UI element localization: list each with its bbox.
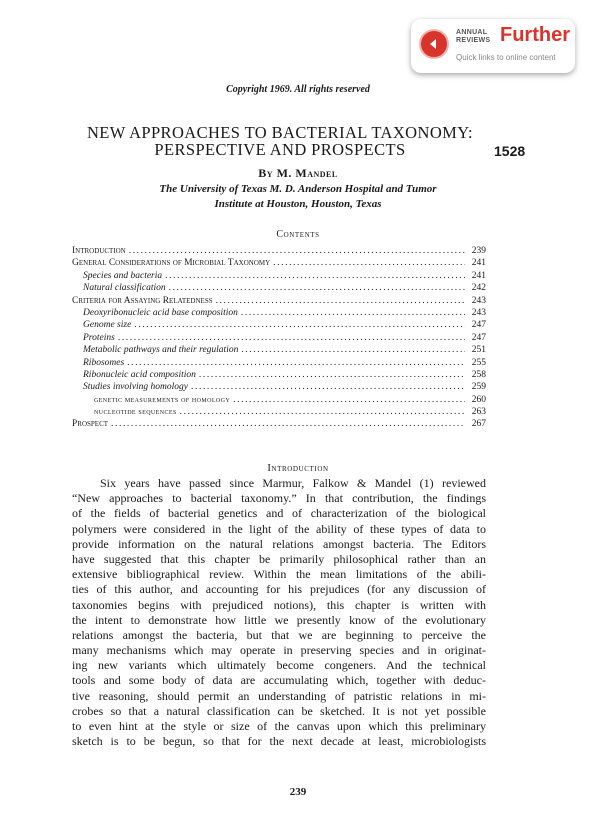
toc-entry-label: Species and bacteria — [83, 270, 163, 281]
toc-leader-dots — [165, 270, 465, 282]
toc-leader-dots — [118, 332, 465, 344]
toc-entry — [72, 319, 486, 331]
toc-entry — [72, 369, 486, 381]
toc-entry-label: Natural classification — [83, 283, 166, 294]
toc-entry — [72, 381, 486, 393]
body-text-line: tive reasoning, should permit an understanding of patristic relations in mi- — [72, 688, 486, 703]
toc-entry-page: 263 — [471, 407, 486, 418]
body-text-line: many mechanisms which may operate in preserving species and in originat- — [72, 643, 486, 658]
toc-leader-dots — [273, 257, 465, 269]
toc-entry-label: Prospect — [72, 419, 109, 430]
table-of-contents — [72, 245, 486, 431]
toc-entry-page: 243 — [471, 307, 486, 318]
toc-entry — [72, 295, 486, 307]
toc-leader-dots — [199, 369, 465, 381]
toc-leader-dots — [241, 344, 465, 356]
body-text-line: to even hint at the style or size of the canvas upon which this preliminary — [72, 719, 486, 733]
article-title — [40, 124, 520, 158]
toc-entry-page: 260 — [471, 394, 486, 405]
toc-entry — [72, 394, 486, 406]
body-text-line: provide information on the natural relations amongst bacteria. The Editors — [72, 536, 486, 551]
body-text-line: tools and some body of data are accumulating which, together with deduc- — [72, 673, 486, 688]
toc-entry-page: 241 — [471, 258, 486, 269]
toc-entry — [72, 282, 486, 294]
toc-entry — [72, 332, 486, 344]
toc-leader-dots — [241, 307, 465, 319]
toc-entry — [72, 344, 486, 356]
toc-entry-label: genetic measurements of homology — [94, 394, 231, 404]
toc-entry — [72, 357, 486, 369]
toc-entry-label: Ribosomes — [83, 357, 125, 368]
toc-entry — [72, 307, 486, 319]
toc-entry-label: Criteria for Assaying Relatedness — [72, 295, 213, 306]
toc-leader-dots — [127, 357, 465, 369]
toc-entry-page: 239 — [471, 246, 486, 256]
title-line-2: PERSPECTIVE AND PROSPECTS — [154, 140, 406, 159]
toc-entry-label: Proteins — [83, 332, 115, 343]
toc-entry-page: 242 — [471, 283, 486, 294]
page-number: 239 — [289, 786, 307, 798]
annual-reviews-further-banner[interactable] — [411, 19, 575, 73]
body-text-line: extensive bibliographical review. Within the mean limitations of the abili- — [72, 567, 486, 582]
toc-entry-page: 243 — [471, 295, 486, 306]
toc-entry-page: 247 — [471, 332, 486, 343]
toc-entry-label: Deoxyribonucleic acid base composition — [83, 307, 238, 318]
toc-leader-dots — [129, 245, 465, 257]
introduction-paragraph — [72, 476, 486, 749]
toc-leader-dots — [111, 418, 465, 430]
play-circle-icon — [419, 29, 449, 59]
toc-entry-label: Ribonucleic acid composition — [83, 369, 196, 380]
toc-leader-dots — [180, 406, 465, 418]
toc-leader-dots — [169, 282, 465, 294]
toc-entry-label: Studies involving homology — [83, 382, 189, 393]
toc-entry-page: 267 — [471, 419, 486, 430]
toc-entry-label: Metabolic pathways and their regulation — [83, 345, 239, 356]
annual-reviews-logo-text: ANNUAL REVIEWS — [456, 29, 491, 44]
toc-entry-label: Genome size — [83, 320, 132, 331]
title-line-1: NEW APPROACHES TO BACTERIAL TAXONOMY: — [86, 123, 473, 142]
further-label: Further — [500, 24, 570, 46]
toc-leader-dots — [216, 295, 465, 307]
copyright-notice: Copyright 1969. All rights reserved — [226, 84, 370, 95]
body-text-line: Six years have passed since Marmur, Falkow & Mandel (1) reviewed — [100, 476, 486, 490]
author-byline: By M. Mandel — [258, 166, 338, 180]
body-text-line: “New approaches to bacterial taxonomy.” In that contribution, the findings — [72, 491, 486, 506]
body-text-line: relations amongst the bacteria, but that we are beginning to perceive the — [72, 627, 486, 642]
introduction-heading: Introduction — [267, 463, 329, 474]
body-text-line: have suggested that this chapter be primarily philosophical rather than an — [72, 551, 486, 566]
toc-leader-dots — [191, 381, 465, 393]
contents-heading: Contents — [276, 229, 320, 240]
toc-entry-page: 251 — [471, 345, 486, 356]
toc-entry-label: General Considerations of Microbial Taxonomy — [72, 258, 271, 269]
body-text-line: taxonomies begins with prejudiced notions), this chapter is written with — [72, 597, 486, 612]
author-affiliation — [0, 182, 596, 212]
toc-leader-dots — [233, 394, 465, 406]
toc-entry-page: 259 — [471, 382, 486, 393]
body-text-line: ties of this author, and accounting for his prejudices (for any discussion of — [72, 582, 486, 597]
toc-entry — [72, 406, 486, 418]
affiliation-line-1: The University of Texas M. D. Anderson Hospital and Tumor — [159, 183, 437, 195]
toc-entry-page: 247 — [471, 320, 486, 331]
body-text-line: crobes so that a natural classification can be sketched. It is not yet possible — [72, 703, 486, 718]
toc-leader-dots — [134, 319, 465, 331]
article-number: 1528 — [494, 143, 526, 159]
toc-entry-page: 258 — [471, 369, 486, 380]
toc-entry — [72, 418, 486, 430]
toc-entry-label: Introduction — [72, 246, 126, 256]
toc-entry — [72, 270, 486, 282]
body-text-line: polymers were considered in the light of the ability of these types of data to — [72, 521, 486, 536]
toc-entry — [72, 257, 486, 269]
body-text-line: of the fields of bacterial genetics and of characterization of the biological — [72, 506, 486, 521]
body-text-line: ing new variants which ultimately become congeners. And the technical — [72, 658, 486, 673]
toc-entry-page: 255 — [471, 357, 486, 368]
quick-links-label[interactable]: Quick links to online content — [456, 53, 556, 62]
toc-entry-page: 241 — [471, 270, 486, 281]
toc-entry — [72, 245, 486, 257]
affiliation-line-2: Institute at Houston, Houston, Texas — [214, 198, 382, 210]
body-text-line: sketch is to be begun, so that for the next decade at least, microbiologists — [72, 734, 486, 749]
toc-entry-label: nucleotide sequences — [94, 407, 177, 417]
body-text-line: the intent to demonstrate how little we presently know of the evolutionary — [72, 612, 486, 627]
